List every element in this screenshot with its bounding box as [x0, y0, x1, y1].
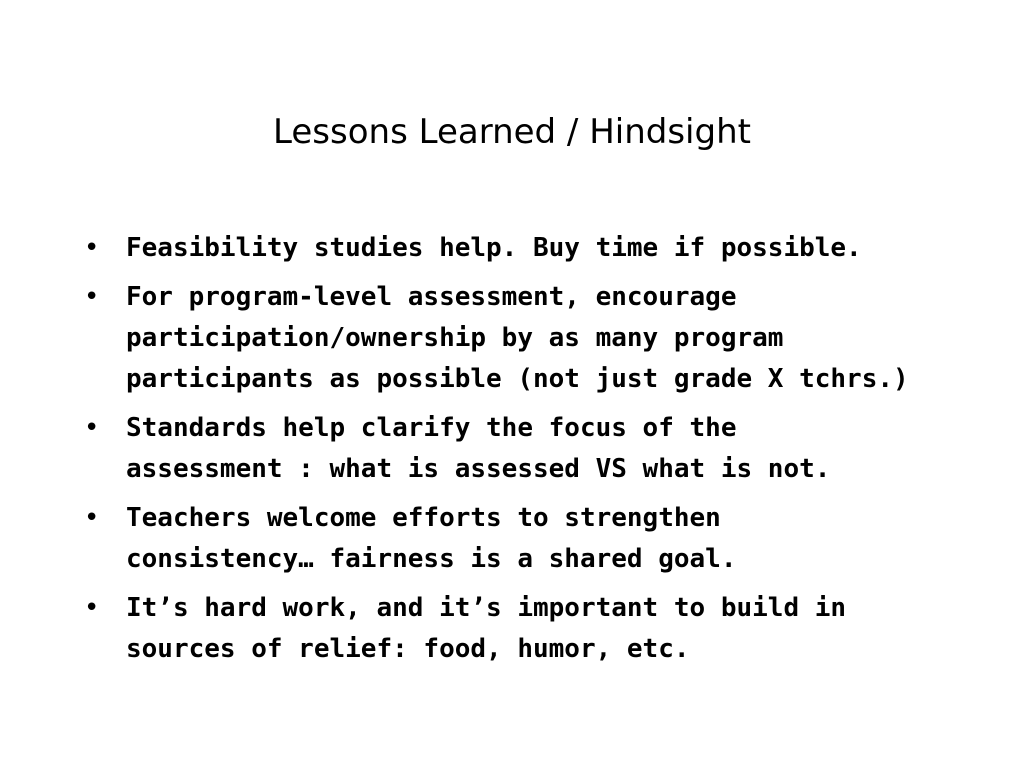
bullet-item-3	[84, 408, 984, 490]
bullet-text: Teachers welcome efforts to strengthen consistency… fairness is a shared goal.	[126, 503, 737, 574]
bullet-item-4	[84, 498, 984, 580]
bullet-marker: •	[84, 503, 100, 533]
bullet-text: It’s hard work, and it’s important to build in sources of relief: food, humor, etc.	[126, 593, 847, 664]
bullet-marker: •	[84, 233, 100, 263]
bullet-text: Standards help clarify the focus of the assessment : what is assessed VS what is not.	[126, 413, 831, 484]
bullet-item-1	[84, 228, 984, 269]
bullet-text: Feasibility studies help. Buy time if possible.	[126, 233, 862, 263]
bullet-list	[84, 228, 984, 678]
bullet-text: For program-level assessment, encourage participation/ownership by as many program participants as possible (not just grade X tchrs.)	[126, 282, 909, 394]
bullet-item-2	[84, 277, 984, 400]
bullet-item-5	[84, 588, 984, 670]
bullet-marker: •	[84, 593, 100, 623]
slide-title: Lessons Learned / Hindsight	[273, 112, 751, 152]
bullet-marker: •	[84, 282, 100, 312]
bullet-marker: •	[84, 413, 100, 443]
